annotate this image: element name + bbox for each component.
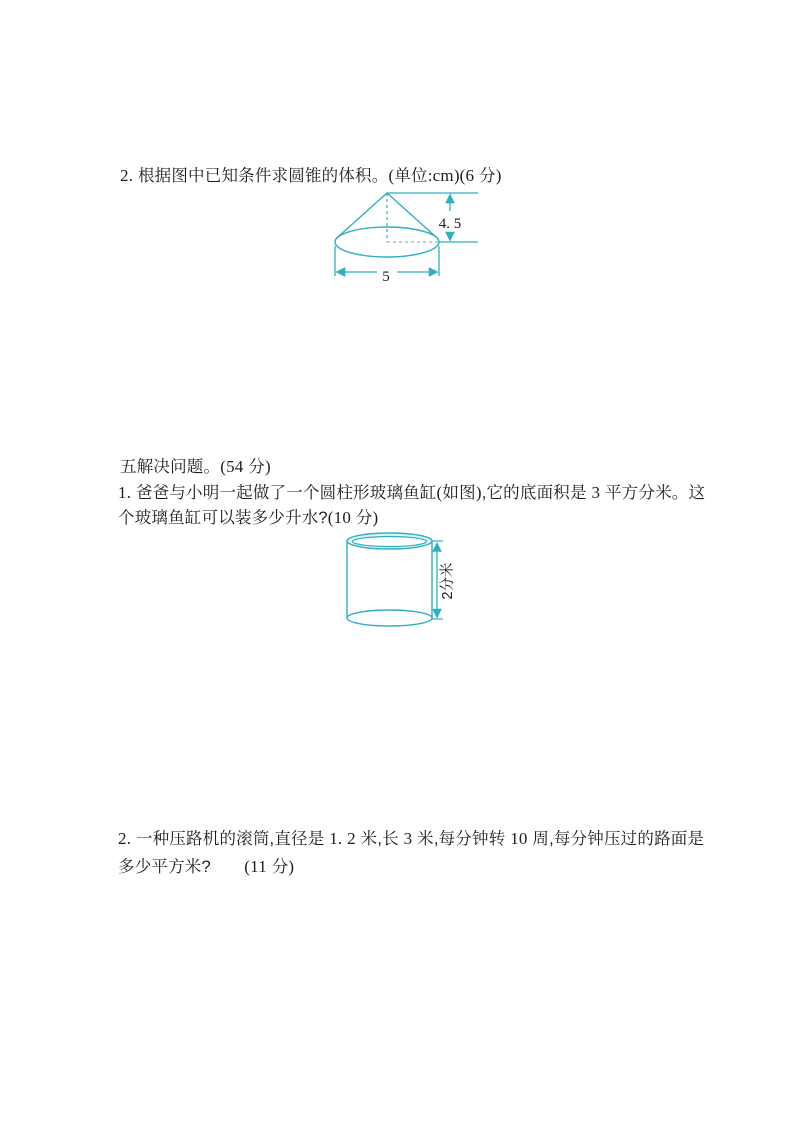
roller-question-line2: 多少平方米? (11 分) (118, 857, 295, 876)
cone-question-text: 2. 根据图中已知条件求圆锥的体积。(单位:cm)(6 分) (120, 166, 502, 185)
cylinder-top-rim-inner-ellipse (353, 537, 427, 547)
cone-diameter-label: 5 (382, 269, 390, 285)
cylinder-figure (338, 528, 478, 638)
roller-question-line1: 2. 一种压路机的滚筒,直径是 1. 2 米,长 3 米,每分钟转 10 周,每分钟压过的路面是 (118, 829, 705, 848)
fishtank-question-line1: 1. 爸爸与小明一起做了一个圆柱形玻璃鱼缸(如图),它的底面积是 3 平方分米。这 (118, 483, 706, 502)
cylinder-bottom-ellipse (347, 610, 432, 626)
cone-figure (325, 183, 495, 295)
cylinder-height-label: 2分米 (440, 562, 456, 600)
section-five-title: 五解决问题。(54 分) (120, 457, 271, 476)
fishtank-question-line2: 个玻璃鱼缸可以装多少升水?(10 分) (118, 508, 379, 527)
cone-height-label: 4. 5 (438, 216, 462, 232)
